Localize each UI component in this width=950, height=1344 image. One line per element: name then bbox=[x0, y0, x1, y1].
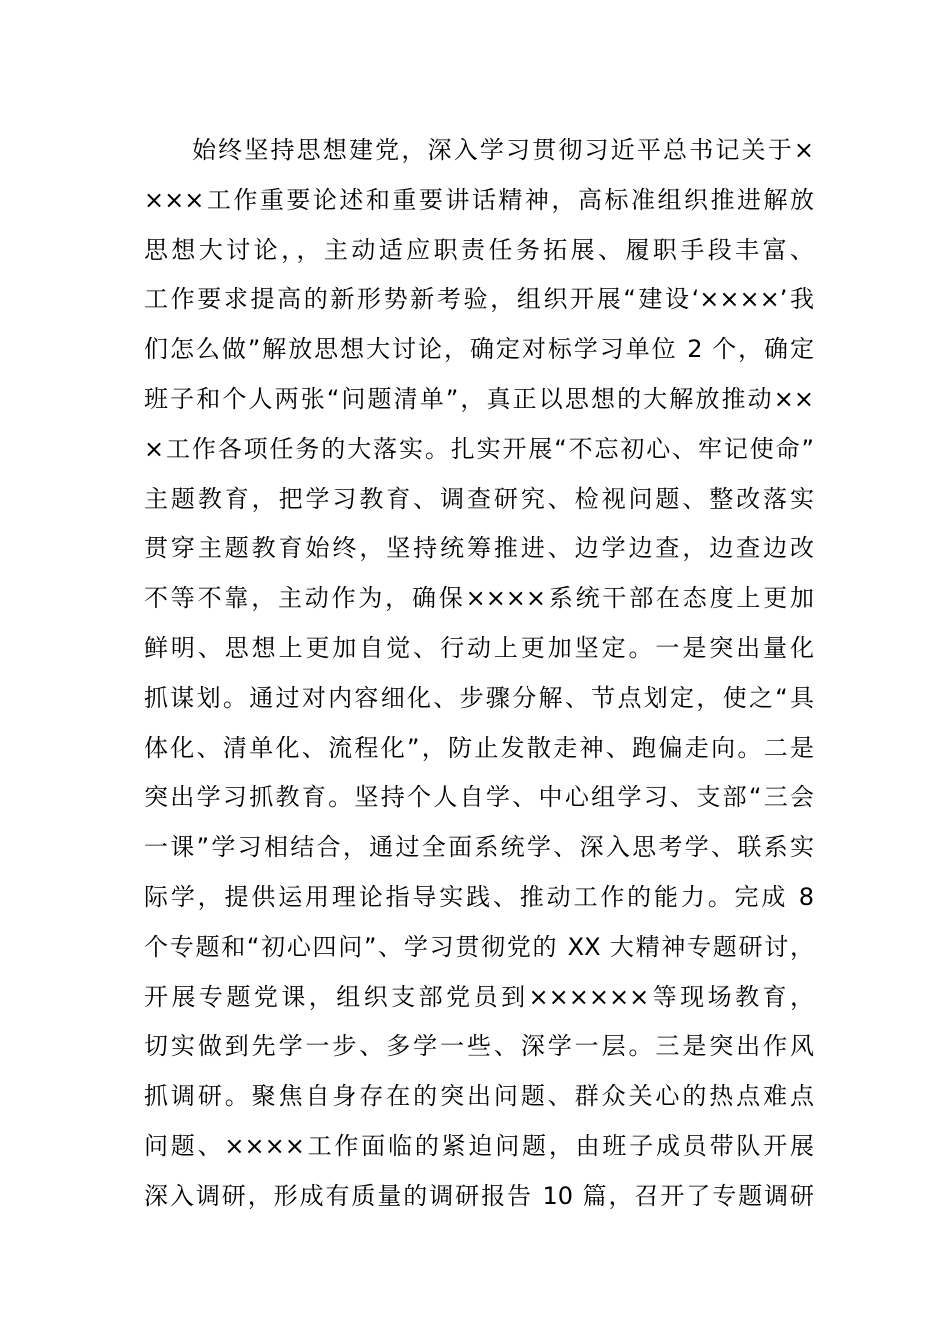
paragraph-line: 贯穿主题教育始终，坚持统筹推进、边学边查，边查边改 bbox=[144, 534, 814, 563]
paragraph-line: 一课”学习相结合，通过全面系统学、深入思考学、联系实 bbox=[144, 833, 814, 862]
paragraph-line: 不等不靠，主动作为，确保××××系统干部在态度上更加 bbox=[144, 584, 814, 613]
body-paragraph bbox=[144, 126, 814, 1222]
paragraph-line: ×工作各项任务的大落实。扎实开展“不忘初心、牢记使命” bbox=[144, 434, 814, 463]
paragraph-line: 体化、清单化、流程化”，防止发散走神、跑偏走向。二是 bbox=[144, 733, 814, 762]
paragraph-line: 思想大讨论，，主动适应职责任务拓展、履职手段丰富、 bbox=[144, 235, 814, 264]
paragraph-line: 突出学习抓教育。坚持个人自学、中心组学习、支部“三会 bbox=[144, 783, 814, 812]
paragraph-line: 抓谋划。通过对内容细化、步骤分解、节点划定，使之“具 bbox=[144, 683, 814, 712]
paragraph-line: 抓调研。聚焦自身存在的突出问题、群众关心的热点难点 bbox=[144, 1082, 814, 1111]
paragraph-line: 个专题和“初心四问”、学习贯彻党的 XX 大精神专题研讨， bbox=[144, 932, 814, 961]
paragraph-line: 始终坚持思想建党，深入学习贯彻习近平总书记关于× bbox=[192, 136, 814, 164]
paragraph-line: ×××工作重要论述和重要讲话精神，高标准组织推进解放 bbox=[144, 185, 814, 214]
paragraph-line: 际学，提供运用理论指导实践、推动工作的能力。完成 8 bbox=[144, 882, 814, 911]
paragraph-line: 问题、××××工作面临的紧迫问题，由班子成员带队开展 bbox=[144, 1131, 814, 1160]
paragraph-line: 主题教育，把学习教育、调查研究、检视问题、整改落实 bbox=[144, 484, 814, 513]
paragraph-line: 班子和个人两张“问题清单”，真正以思想的大解放推动×× bbox=[144, 384, 814, 413]
paragraph-line: 工作要求提高的新形势新考验，组织开展“建设‘××××’我 bbox=[144, 285, 814, 314]
paragraph-line: 深入调研，形成有质量的调研报告 10 篇，召开了专题调研 bbox=[144, 1181, 814, 1210]
paragraph-line: 们怎么做”解放思想大讨论，确定对标学习单位 2 个，确定 bbox=[144, 335, 814, 364]
paragraph-line: 开展专题党课，组织支部党员到××××××等现场教育， bbox=[144, 982, 814, 1011]
paragraph-line: 鲜明、思想上更加自觉、行动上更加坚定。一是突出量化 bbox=[144, 633, 814, 662]
paragraph-line: 切实做到先学一步、多学一些、深学一层。三是突出作风 bbox=[144, 1032, 814, 1061]
